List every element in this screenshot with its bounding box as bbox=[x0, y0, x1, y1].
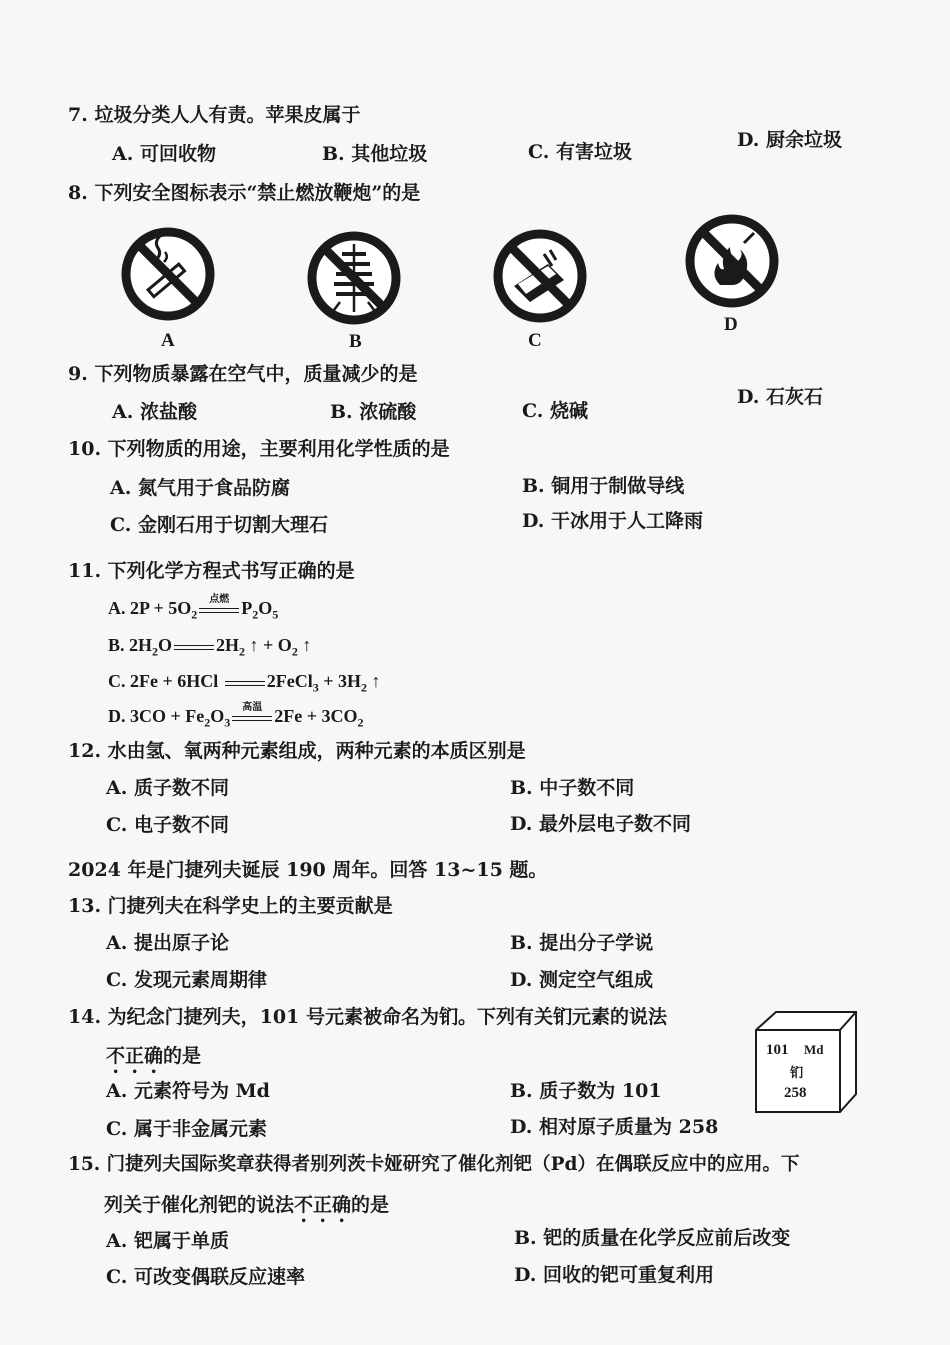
q15-option-b[interactable]: B. 钯的质量在化学反应前后改变 bbox=[514, 1227, 791, 1249]
q15-stem-tail: 的是 bbox=[351, 1194, 390, 1216]
q14-option-b[interactable]: B. 质子数为 101 bbox=[510, 1080, 662, 1102]
element-name: 钔 bbox=[790, 1066, 804, 1081]
q14-option-c[interactable]: C. 属于非金属元素 bbox=[106, 1118, 268, 1140]
q11-option-d[interactable]: D. $3CO + Fe_2O_3$ 高温 $2Fe + 3CO_2$ bbox=[108, 706, 364, 731]
q8-stem: 8. 下列安全图标表示“禁止燃放鞭炮”的是 bbox=[68, 182, 421, 204]
q7-stem: 7. 垃圾分类人人有责。苹果皮属于 bbox=[68, 104, 361, 126]
element-atomic-mass: 258 bbox=[784, 1085, 807, 1101]
q7-option-a[interactable]: A. 可回收物 bbox=[112, 143, 216, 165]
q7-option-c[interactable]: C. 有害垃圾 bbox=[528, 141, 633, 163]
condition-high-temp: 高温 bbox=[242, 701, 263, 713]
q11-option-b[interactable]: B. $2H_2O$ $2H_2$ ↑ + $O_2$ ↑ bbox=[108, 635, 312, 659]
q8-label-c: C bbox=[528, 330, 542, 351]
q14-stem-tail: 的是 bbox=[163, 1045, 202, 1067]
q11-option-c[interactable]: C. 2Fe + 6HCl 2FeCl$_3$ + $3H_2$ ↑ bbox=[108, 671, 381, 695]
section-intro: 2024 年是门捷列夫诞辰 190 周年。回答 13~15 题。 bbox=[68, 859, 548, 881]
q15-stem-line2 bbox=[104, 1194, 389, 1227]
q13-stem: 13. 门捷列夫在科学史上的主要贡献是 bbox=[68, 895, 393, 917]
element-atomic-number: 101 bbox=[766, 1042, 789, 1058]
q10-option-a[interactable]: A. 氮气用于食品防腐 bbox=[110, 477, 290, 499]
no-open-flame-icon[interactable] bbox=[684, 213, 780, 309]
q13-option-c[interactable]: C. 发现元素周期律 bbox=[106, 969, 268, 991]
q9-option-b[interactable]: B. 浓硫酸 bbox=[330, 401, 417, 423]
q11-stem: 11. 下列化学方程式书写正确的是 bbox=[68, 560, 355, 582]
q9-option-a[interactable]: A. 浓盐酸 bbox=[112, 401, 197, 423]
q14-option-d[interactable]: D. 相对原子质量为 258 bbox=[510, 1116, 719, 1138]
element-symbol: Md bbox=[804, 1042, 824, 1057]
q9-option-c[interactable]: C. 烧碱 bbox=[522, 400, 589, 422]
element-card-md bbox=[752, 1008, 860, 1118]
q12-option-a[interactable]: A. 质子数不同 bbox=[106, 777, 229, 799]
q10-option-c[interactable]: C. 金刚石用于切割大理石 bbox=[110, 514, 329, 536]
q12-stem: 12. 水由氢、氧两种元素组成，两种元素的本质区别是 bbox=[68, 740, 526, 762]
q7-option-b[interactable]: B. 其他垃圾 bbox=[322, 143, 428, 165]
q14-stem-line1: 14. 为纪念门捷列夫，101 号元素被命名为钔。下列有关钔元素的说法 bbox=[68, 1006, 667, 1028]
q13-option-b[interactable]: B. 提出分子学说 bbox=[510, 932, 654, 954]
emphasis-not-correct: 不正确 bbox=[294, 1194, 352, 1216]
no-matches-icon[interactable] bbox=[492, 228, 588, 324]
q14-stem-line2 bbox=[106, 1045, 201, 1078]
q8-label-b: B bbox=[349, 331, 362, 352]
q15-option-d[interactable]: D. 回收的钯可重复利用 bbox=[514, 1264, 715, 1286]
q14-option-a[interactable]: A. 元素符号为 Md bbox=[106, 1080, 270, 1102]
q12-option-b[interactable]: B. 中子数不同 bbox=[510, 777, 635, 799]
q9-option-d[interactable]: D. 石灰石 bbox=[737, 386, 824, 408]
q8-label-d: D bbox=[724, 314, 738, 335]
q9-stem: 9. 下列物质暴露在空气中，质量减少的是 bbox=[68, 363, 418, 385]
q15-stem-line1: 15. 门捷列夫国际奖章获得者别列茨卡娅研究了催化剂钯（Pd）在偶联反应中的应用。下 bbox=[68, 1154, 800, 1175]
condition-ignite: 点燃 bbox=[209, 593, 230, 605]
q11-option-a[interactable]: A. $2P + 5O_2$ 点燃 $P_2O_5$ bbox=[108, 598, 278, 623]
q10-stem: 10. 下列物质的用途，主要利用化学性质的是 bbox=[68, 438, 450, 460]
q10-option-d[interactable]: D. 干冰用于人工降雨 bbox=[522, 510, 704, 532]
no-smoking-icon[interactable] bbox=[120, 226, 216, 322]
q8-label-a: A bbox=[161, 330, 175, 351]
q7-option-d[interactable]: D. 厨余垃圾 bbox=[737, 129, 843, 151]
q15-option-a[interactable]: A. 钯属于单质 bbox=[106, 1230, 229, 1252]
q15-option-c[interactable]: C. 可改变偶联反应速率 bbox=[106, 1266, 306, 1288]
q15-stem-head: 列关于催化剂钯的说法 bbox=[104, 1194, 295, 1216]
q12-option-d[interactable]: D. 最外层电子数不同 bbox=[510, 813, 692, 835]
q12-option-c[interactable]: C. 电子数不同 bbox=[106, 814, 230, 836]
no-firecrackers-icon[interactable] bbox=[306, 230, 402, 326]
q13-option-a[interactable]: A. 提出原子论 bbox=[106, 932, 229, 954]
emphasis-not-correct: 不正确 bbox=[106, 1045, 164, 1067]
q13-option-d[interactable]: D. 测定空气组成 bbox=[510, 969, 654, 991]
q10-option-b[interactable]: B. 铜用于制做导线 bbox=[522, 475, 685, 497]
